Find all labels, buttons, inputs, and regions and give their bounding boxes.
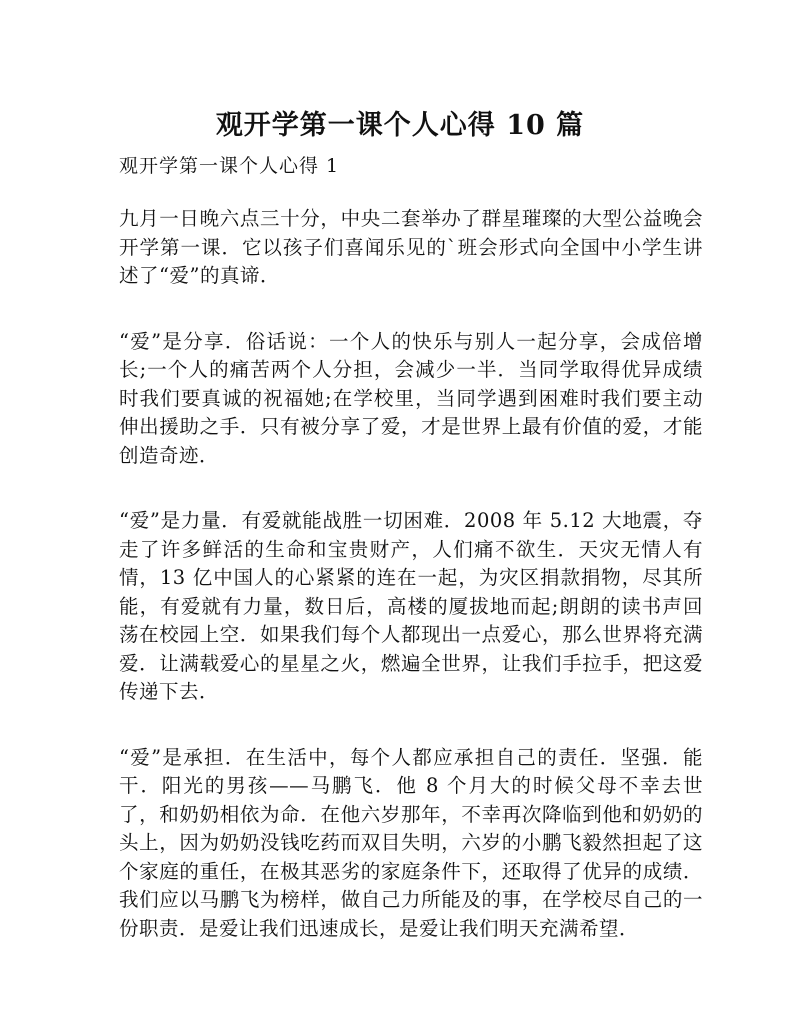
paragraph-responsibility: “爱”是承担．在生活中，每个人都应承担自己的责任．坚强．能干．阳光的男孩——马鹏飞．他 8 个月大的时候父母不幸去世了，和奶奶相依为命．在他六岁那年，不幸再次降临到他和奶奶的头上，因为奶奶没钱吃药而双目失明，六岁的小鹏飞毅然担起了这个家庭的重任，在极其恶劣的家庭条件下，还取得了优异的成绩．我们应以马鹏飞为榜样，做自己力所能及的事，在学校尽自己的一份职责．是爱让我们迅速成长，是爱让我们明天充满希望． xyxy=(119,745,703,940)
paragraph-sharing: “爱”是分享．俗话说：一个人的快乐与别人一起分享，会成倍增长;一个人的痛苦两个人分担，会减少一半．当同学取得优异成绩时我们要真诚的祝福她;在学校里，当同学遇到困难时我们要主动伸出援助之手．只有被分享了爱，才是世界上最有价值的爱，才能创造奇迹． xyxy=(119,329,703,467)
document-subtitle: 观开学第一课个人心得 1 xyxy=(119,155,340,177)
paragraph-intro: 九月一日晚六点三十分，中央二套举办了群星璀璨的大型公益晚会开学第一课．它以孩子们喜闻乐见的`班会形式向全国中小学生讲述了“爱”的真谛． xyxy=(119,207,703,287)
document-body xyxy=(119,205,703,980)
document-title: 观开学第一课个人心得 10 篇 xyxy=(215,110,585,141)
paragraph-strength: “爱”是力量．有爱就能战胜一切困难．2008 年 5.12 大地震，夺走了许多鲜活的生命和宝贵财产，人们痛不欲生．天灾无情人有情，13 亿中国人的心紧紧的连在一起，为灾区捐款捐物，尽其所能，有爱就有力量，数日后，高楼的厦拔地而起;朗朗的读书声回荡在校园上空．如果我们每个人都现出一点爱心，那么世界将充满爱．让满载爱心的星星之火，燃遍全世界，让我们手拉手，把这爱传递下去． xyxy=(119,509,703,703)
